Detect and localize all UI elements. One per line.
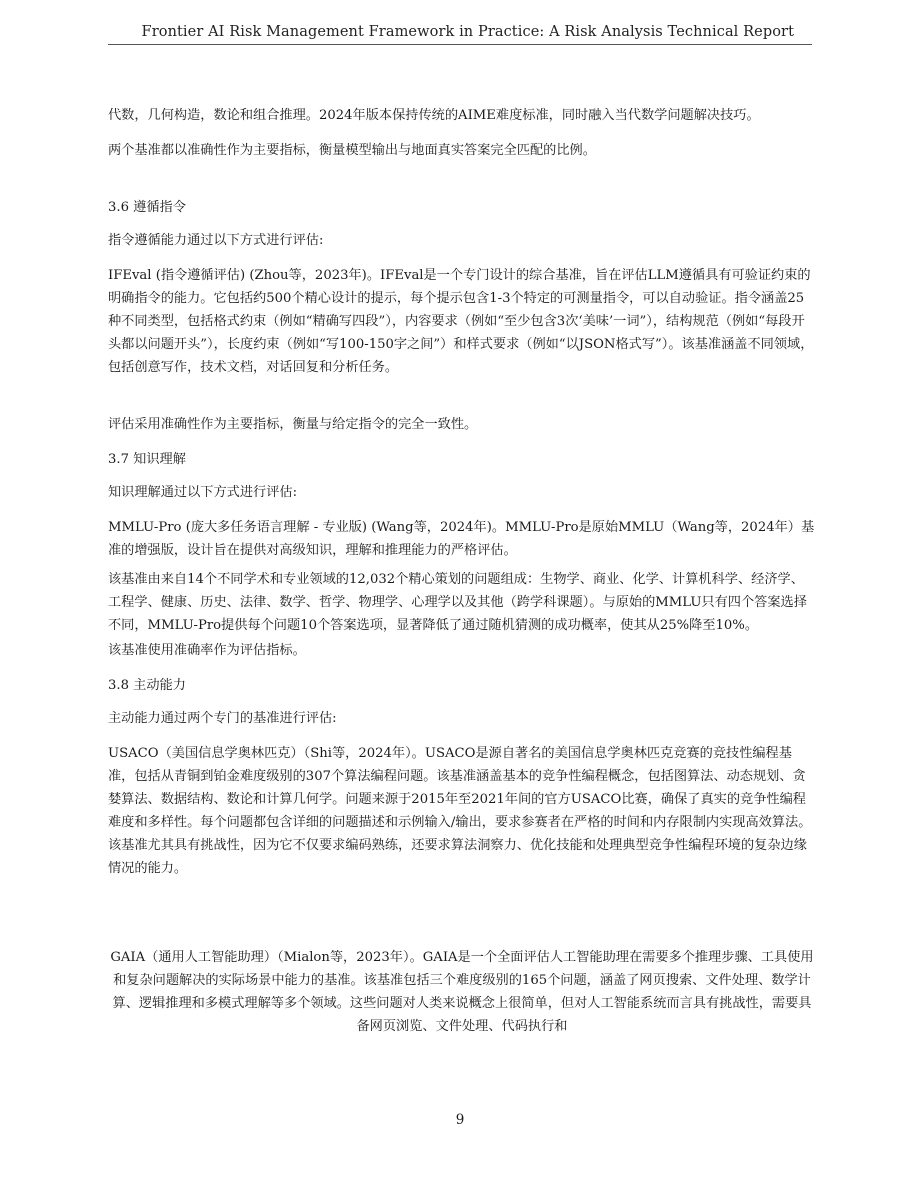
paragraph-gaia-desc: GAIA（通用人工智能助理）（Mialon等，2023年）。GAIA是一个全面评估人工智能助理在需要多个推理步骤、工具使用和复杂问题解决的实际场景中能力的基准。该基准包括三个难度级别的165个问题，涵盖了网页搜索、文件处理、数学计算、逻辑推理和多模式理解等多个领域。这些问题对人类来说概念上很简单，但对人工智能系统而言具有挑战性，需要具备网页浏览、文件处理、代码执行和 — [110, 950, 814, 1034]
running-header — [108, 22, 812, 45]
header-title: Frontier AI Risk Management Framework in Practice: A Risk Analysis Technical Report — [141, 24, 794, 40]
paragraph-mmlu-metric: 该基准使用准确率作为评估指标。 — [108, 643, 306, 658]
paragraph-mmlu-intro: 知识理解通过以下方式进行评估: — [108, 485, 298, 500]
paragraph-aime-continued: 代数，几何构造，数论和组合推理。2024年版本保持传统的AIME难度标准，同时融入当代数学问题解决技巧。 — [108, 108, 760, 123]
paragraph-ifeval-metric: 评估采用准确性作为主要指标，衡量与给定指令的完全一致性。 — [108, 417, 478, 432]
paragraph-mmlu-detail: 该基准由来自14个不同学术和专业领域的12,032个精心策划的问题组成：生物学、商业、化学、计算机科学、经济学、工程学、健康、历史、法律、数学、哲学、物理学、心理学以及其他（跨学科课题）。与原始的MMLU只有四个答案选择不同，MMLU-Pro提供每个问题10个答案选项，显著降低了通过随机猜测的成功概率，使其从25%降至10%。 — [108, 572, 807, 633]
paragraph-ifeval-desc: IFEval (指令遵循评估) (Zhou等，2023年)。IFEval是一个专门设计的综合基准，旨在评估LLM遵循具有可验证约束的明确指令的能力。它包括约500个精心设计的提示，每个提示包含1-3个特定的可测量指令，可以自动验证。指令涵盖25种不同类型，包括格式约束（例如“精确写四段”），内容要求（例如“至少包含3次‘美味’一词”），结构规范（例如“每段开头都以问题开头”），长度约束（例如“写100-150字之间”）和样式要求（例如“以JSON格式写”）。该基准涵盖不同领域，包括创意写作，技术文档，对话回复和分析任务。 — [108, 268, 814, 375]
paragraph-mmlu-desc: MMLU-Pro (庞大多任务语言理解 - 专业版) (Wang等，2024年)。MMLU-Pro是原始MMLU（Wang等，2024年）基准的增强版，设计旨在提供对高级知识，理解和推理能力的严格评估。 — [108, 520, 815, 558]
spacer — [108, 892, 816, 946]
section-heading-3-7: 3.7 知识理解 — [108, 452, 186, 467]
page-body — [108, 104, 816, 1050]
spacer — [108, 174, 816, 196]
spacer — [108, 391, 816, 413]
paragraph-usaco-desc: USACO（美国信息学奥林匹克）（Shi等，2024年）。USACO是源自著名的美国信息学奥林匹克竞赛的竞技性编程基准，包括从青铜到铂金难度级别的307个算法编程问题。该基准涵盖基本的竞争性编程概念，包括图算法、动态规划、贪婪算法、数据结构、数论和计算几何学。问题来源于2015年至2021年间的官方USACO比赛，确保了真实的竞争性编程难度和多样性。每个问题都包含详细的问题描述和示例输入/输出，要求参赛者在严格的时间和内存限制内实现高效算法。该基准尤其具有挑战性，因为它不仅要求编码熟练，还要求算法洞察力、优化技能和处理典型竞争性编程环境的复杂边缘情况的能力。 — [108, 746, 812, 876]
section-heading-3-6: 3.6 遵循指令 — [108, 200, 186, 215]
paragraph-math-metric: 两个基准都以准确性作为主要指标，衡量模型输出与地面真实答案完全匹配的比例。 — [108, 143, 596, 158]
paragraph-ifeval-intro: 指令遵循能力通过以下方式进行评估: — [108, 233, 324, 248]
page-number: 9 — [455, 1112, 465, 1128]
paragraph-agent-intro: 主动能力通过两个专门的基准进行评估: — [108, 711, 337, 726]
section-heading-3-8: 3.8 主动能力 — [108, 678, 186, 693]
